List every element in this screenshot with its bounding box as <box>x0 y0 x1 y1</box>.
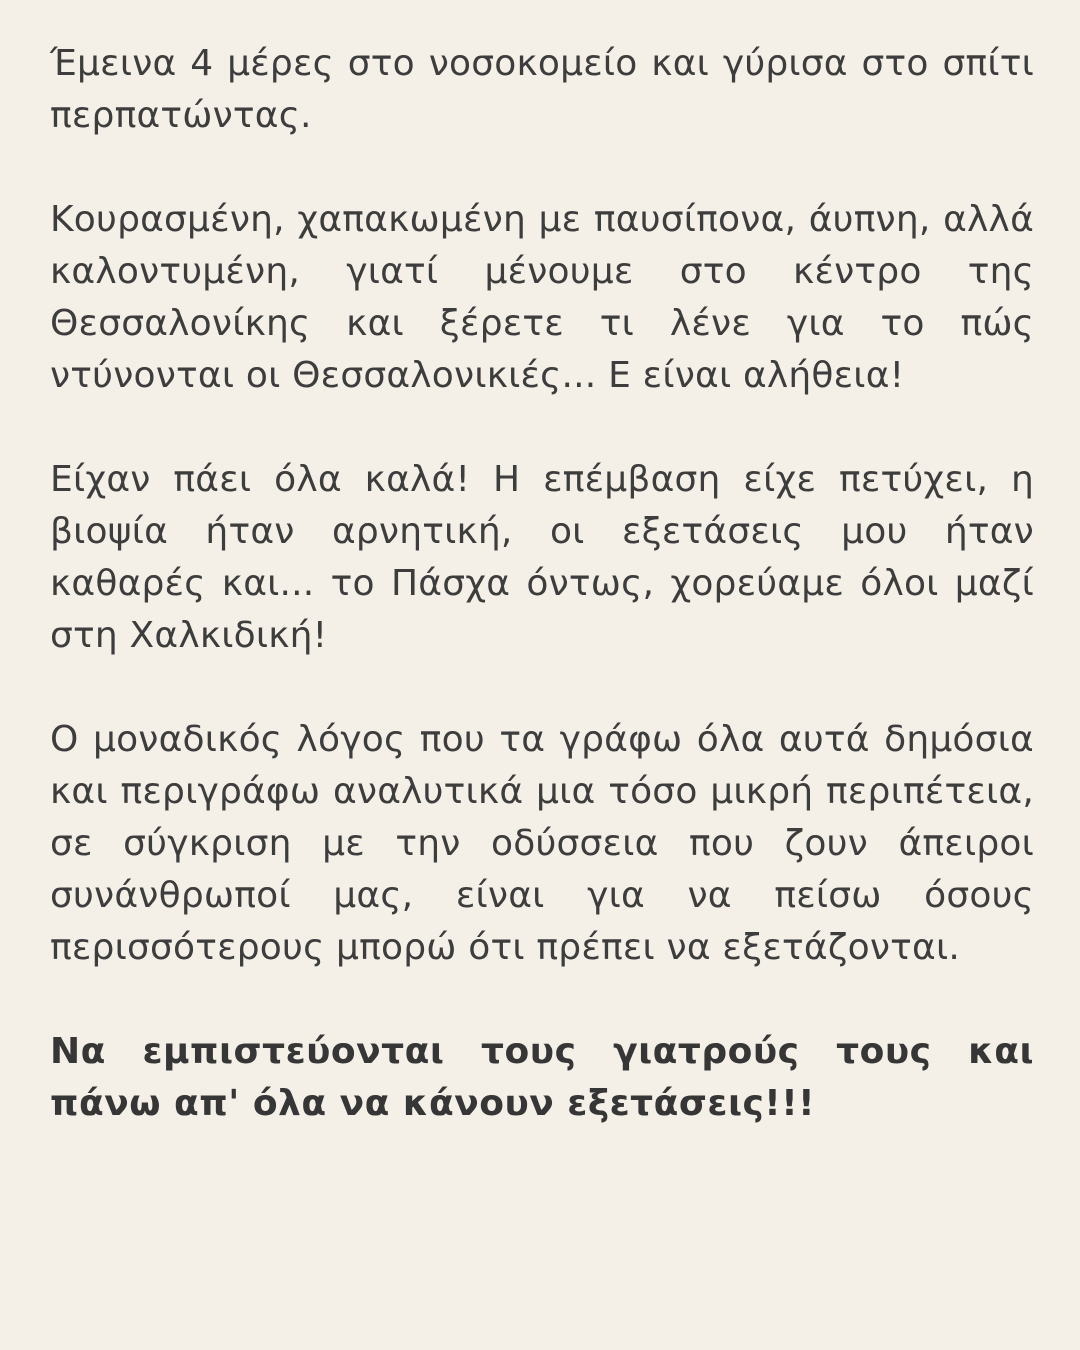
paragraph-tired-well-dressed: Κουρασμένη, χαπακωμένη με παυσίπονα, άυπνη, αλλά καλοντυμένη, γιατί μένουμε στο κέντρο της Θεσσαλονίκης και ξέρετε τι λένε για το πώς ντύνονται οι Θεσσαλονικιές... Ε είναι αλήθεια! <box>50 199 1034 396</box>
paragraph-closing-message: Να εμπιστεύονται τους γιατρούς τους και πάνω απ' όλα να κάνουν εξετάσεις!!! <box>50 1031 1034 1124</box>
paragraph-all-went-well: Είχαν πάει όλα καλά! Η επέμβαση είχε πετύχει, η βιοψία ήταν αρνητική, οι εξετάσεις μου ήταν καθαρές και... το Πάσχα όντως, χορεύαμε όλοι μαζί στη Χαλκιδική! <box>50 459 1034 656</box>
paragraph-reason-for-writing: Ο μοναδικός λόγος που τα γράφω όλα αυτά δημόσια και περιγράφω αναλυτικά μια τόσο μικρή περιπέτεια, σε σύγκριση με την οδύσσεια που ζουν άπειροι συνάνθρωποί μας, είναι για να πείσω όσους περισσότερους μπορώ ότι πρέπει να εξετάζονται. <box>50 719 1034 968</box>
paragraph-hospital-return: Έμεινα 4 μέρες στο νοσοκομείο και γύρισα στο σπίτι περπατώντας. <box>50 43 1034 136</box>
